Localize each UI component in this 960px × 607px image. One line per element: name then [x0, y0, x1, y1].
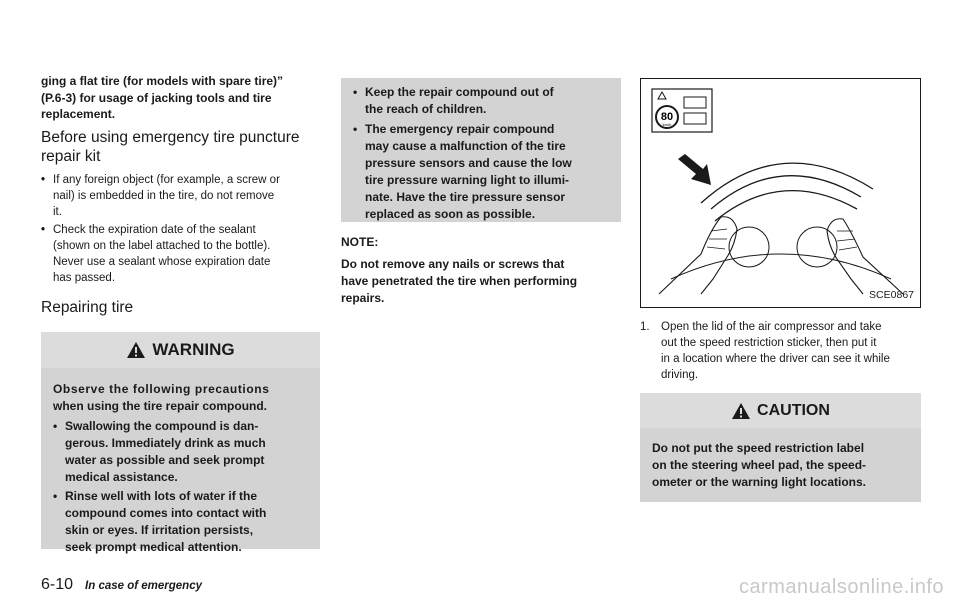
warning-intro-line: Observe the following precautions: [53, 381, 270, 396]
list-line: tire pressure warning light to illumi-: [365, 173, 570, 187]
list-item: [353, 84, 611, 118]
warning-intro: [53, 381, 310, 415]
list-line: the reach of children.: [365, 102, 487, 116]
list-line: (shown on the label attached to the bottle).: [53, 239, 271, 252]
list-line: compound comes into contact with: [65, 505, 267, 520]
warning-header: [41, 332, 320, 368]
bullet-icon: •: [41, 223, 46, 236]
warning-triangle-icon: [126, 341, 146, 359]
bullet-icon: •: [53, 418, 58, 433]
caution-body: [640, 428, 921, 502]
section-heading-repairing-tire: Repairing tire: [41, 298, 134, 316]
step-line: driving.: [661, 369, 699, 381]
caution-line: ometer or the warning light locations.: [652, 475, 867, 489]
list-line: The emergency repair compound: [365, 122, 555, 136]
figure-steering-wheel: [640, 78, 921, 308]
intro-paragraph: [41, 73, 320, 123]
list-line: If any foreign object (for example, a screw or: [53, 173, 280, 186]
list-item: [353, 121, 611, 223]
note-text: [341, 256, 621, 307]
warning-box: [41, 332, 320, 554]
caution-text: [652, 440, 911, 491]
sticker-unit-text: km/h: [662, 122, 672, 127]
list-item: [53, 418, 310, 486]
note-line: Do not remove any nails or screws that: [341, 257, 565, 271]
steering-wheel-illustration: [641, 79, 920, 307]
arrow-icon: [678, 154, 711, 185]
list-line: medical assistance.: [65, 469, 178, 484]
list-item: [53, 488, 310, 556]
list-line: it.: [53, 205, 62, 218]
section-title: In case of emergency: [85, 580, 203, 592]
note-line: have penetrated the tire when performing: [341, 274, 578, 288]
bullet-icon: •: [41, 173, 46, 186]
list-line: Never use a sealant whose expiration date: [53, 255, 271, 268]
list-item: [41, 172, 320, 220]
bullet-icon: •: [53, 488, 58, 503]
list-line: gerous. Immediately drink as much: [65, 435, 266, 450]
intro-line: replacement.: [41, 107, 116, 121]
figure-code: SCE0867: [869, 289, 914, 301]
step-1: [640, 319, 921, 383]
caution-header: [640, 393, 921, 428]
intro-line: ging a flat tire (for models with spare tire)”: [41, 74, 284, 88]
page-number: 6-10: [41, 576, 74, 593]
step-number: 1.: [640, 321, 650, 333]
caution-line: Do not put the speed restriction label: [652, 441, 865, 455]
note-label: NOTE:: [341, 235, 379, 249]
list-line: Swallowing the compound is dan-: [65, 418, 259, 433]
bullet-icon: •: [353, 85, 358, 99]
page-footer: [41, 576, 202, 594]
warning-body: [41, 368, 320, 554]
precheck-bullet-list: [41, 172, 320, 286]
step-line: out the speed restriction sticker, then put it: [661, 337, 877, 349]
heading-line: repair kit: [41, 147, 101, 165]
column-left: [41, 0, 320, 554]
warning-bullet-list: [53, 418, 310, 556]
step-line: in a location where the driver can see it while: [661, 353, 890, 365]
step-line: Open the lid of the air compressor and take: [661, 321, 882, 333]
list-line: Check the expiration date of the sealant: [53, 223, 256, 236]
watermark: carmanualsonline.info: [738, 576, 944, 598]
warning-triangle-icon: [731, 402, 751, 420]
warning-title: WARNING: [152, 339, 235, 359]
caution-title: CAUTION: [757, 401, 830, 419]
section-heading-before-using: [41, 128, 320, 166]
list-line: nate. Have the tire pressure sensor: [365, 190, 566, 204]
list-line: Rinse well with lots of water if the: [65, 488, 258, 503]
heading-line: Before using emergency tire puncture: [41, 128, 300, 146]
list-line: nail) is embedded in the tire, do not remove: [53, 189, 275, 202]
intro-line: (P.6-3) for usage of jacking tools and tire: [41, 90, 272, 105]
list-line: water as possible and seek prompt: [65, 452, 265, 467]
list-line: replaced as soon as possible.: [365, 207, 536, 221]
note-line: repairs.: [341, 291, 385, 305]
list-line: skin or eyes. If irritation persists,: [65, 522, 254, 537]
warning-intro-line: when using the tire repair compound.: [53, 398, 268, 413]
step-text: [640, 319, 921, 383]
warning-continued-box: [341, 78, 621, 222]
list-line: seek prompt medical attention.: [65, 539, 242, 554]
sticker-speed-text: 80: [660, 111, 674, 123]
caution-box: [640, 393, 921, 502]
bullet-icon: •: [353, 122, 358, 136]
list-item: [41, 222, 320, 286]
list-line: may cause a malfunction of the tire: [365, 139, 566, 153]
list-line: Keep the repair compound out of: [365, 85, 554, 99]
caution-line: on the steering wheel pad, the speed-: [652, 458, 867, 472]
column-middle: [341, 0, 621, 307]
list-line: pressure sensors and cause the low: [365, 156, 572, 170]
warning-continued-bullet-list: [353, 84, 611, 223]
list-line: has passed.: [53, 271, 116, 284]
